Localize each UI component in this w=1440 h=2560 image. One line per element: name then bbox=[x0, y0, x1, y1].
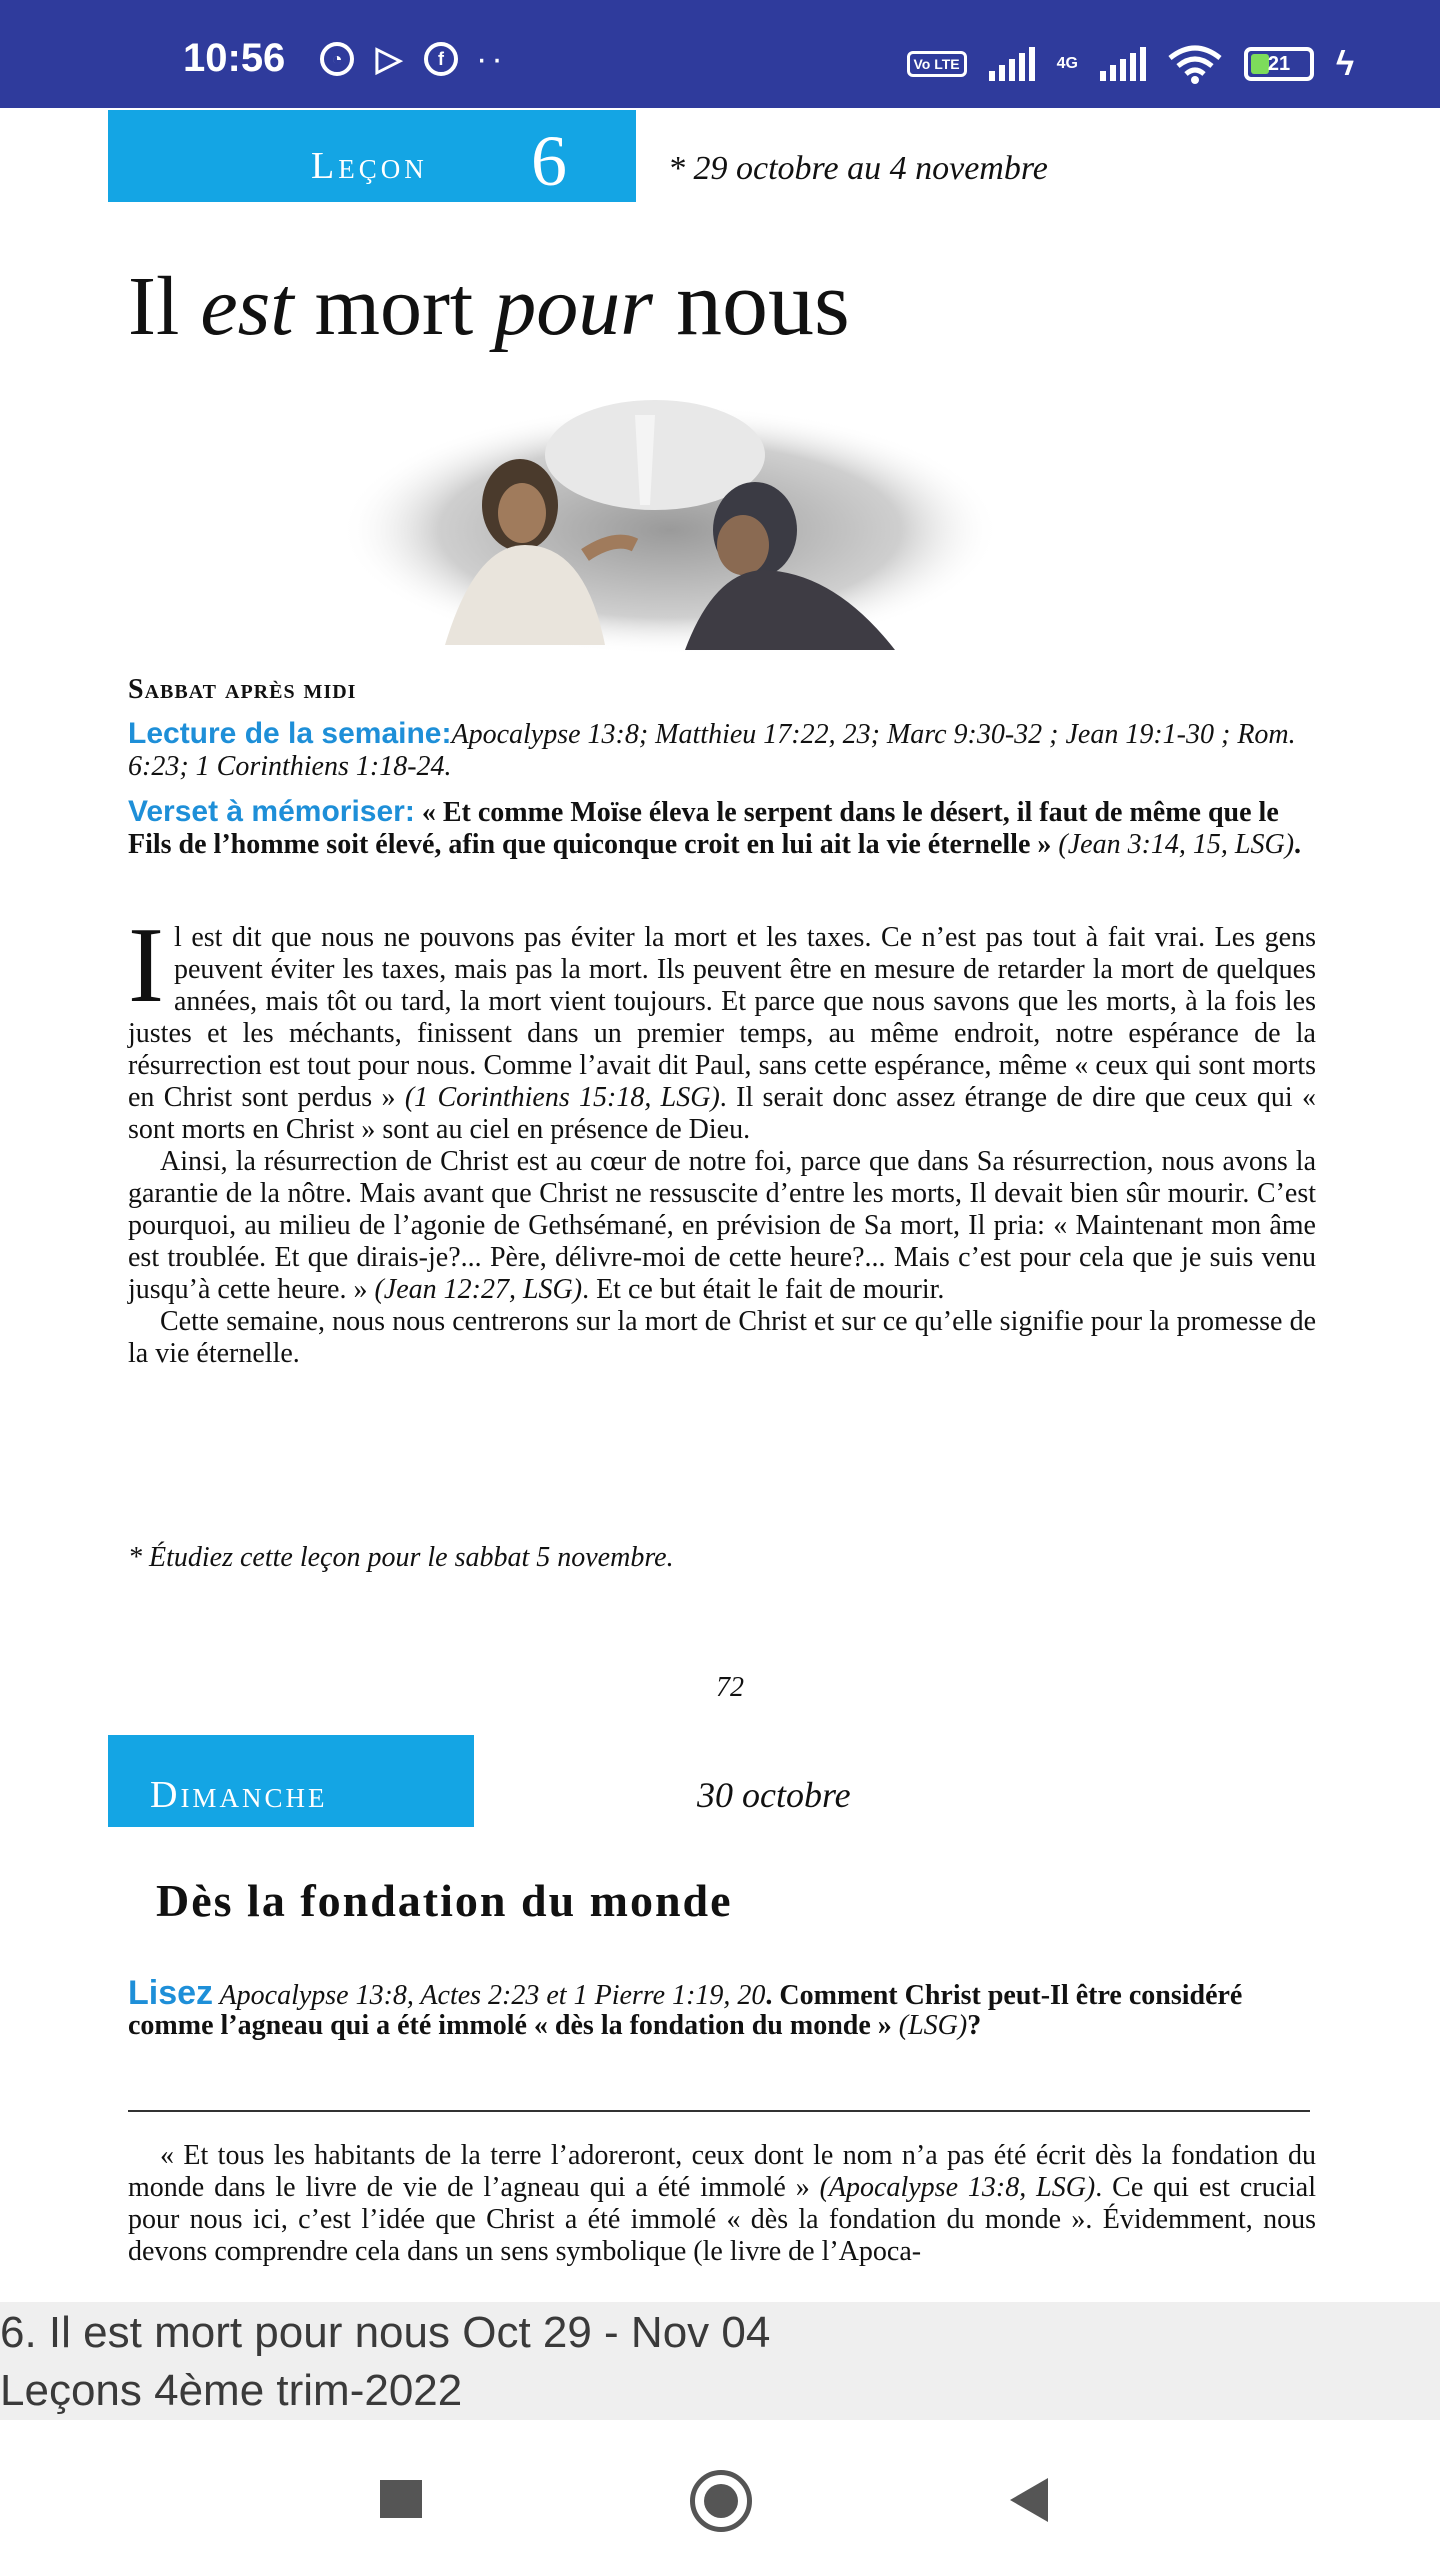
signal-icon bbox=[989, 47, 1035, 81]
lisez-ref: (LSG) bbox=[898, 2010, 968, 2041]
section-heading: Sabbat après midi bbox=[128, 674, 357, 705]
p2-ref: (Jean 12:27, LSG) bbox=[374, 1274, 583, 1305]
day-date: 30 octobre bbox=[697, 1775, 851, 1815]
intro-paragraph-3: Cette semaine, nous nous centrerons sur la mort de Christ et sur ce qu’elle signifie pour la promesse de la vie éternelle. bbox=[128, 1306, 1316, 1369]
day-title: Dès la fondation du monde bbox=[156, 1875, 733, 1926]
day-label: Dimanche bbox=[150, 1774, 328, 1816]
play-icon: ▷ bbox=[375, 40, 403, 78]
caption-subtitle: Leçons 4ème trim-2022 bbox=[0, 2366, 463, 2415]
lesson-number: 6 bbox=[531, 121, 567, 201]
memory-verse-ref: (Jean 3:14, 15, LSG) bbox=[1058, 829, 1295, 860]
day-body bbox=[128, 2140, 1316, 2300]
lisez-refs: Apocalypse 13:8, Actes 2:23 et 1 Pierre 1:19, 20 bbox=[213, 1980, 766, 2011]
intro-paragraph-1 bbox=[128, 906, 1316, 1146]
jesus-nicodemus-illustration bbox=[335, 395, 1005, 655]
memory-verse-label: Verset à mémoriser: bbox=[128, 795, 415, 828]
facebook-icon: f bbox=[424, 42, 458, 76]
title-part: mort bbox=[293, 260, 495, 353]
page-number: 72 bbox=[716, 1672, 744, 1703]
quote-ref: (Apocalypse 13:8, LSG) bbox=[819, 2172, 1096, 2203]
lesson-dates: * 29 octobre au 4 novembre bbox=[668, 150, 1048, 187]
signal-2-icon bbox=[1100, 47, 1146, 81]
lisez-question: . Comment Christ peut-Il être considéré comme l’agneau qui a été immolé « dès la fondation du monde » bbox=[128, 1980, 1243, 2041]
answer-line bbox=[128, 2110, 1310, 2112]
wifi-icon bbox=[1168, 44, 1222, 84]
more-notifications-icon: ·· bbox=[476, 40, 507, 78]
memory-verse bbox=[128, 796, 1316, 861]
quote-end: . Ce qui est crucial pour nous ici, c’est l’idée que Christ a été immolé « dès la fondation du monde ». Évidemment, nous devons comprendre cela dans un sens symbolique (le livre de l’Apoca- bbox=[128, 2172, 1316, 2267]
p2-text: Ainsi, la résurrection de Christ est au cœur de notre foi, parce que dans Sa résurrection, nous avons la garantie de la nôtre. Mais avant que Christ ne ressuscite d’entre les morts, Il devait bien sûr mourir. C’est pourquoi, au milieu de l’agonie de Gethsémané, en prévision de Sa mort, Il pria: « Maintenant mon âme est troublée. Et que dirais-je?... Père, délivre-moi de cette heure?... Mais c’est pour cela que je suis venu jusqu’à cette heure. » bbox=[128, 1146, 1316, 1305]
home-button[interactable] bbox=[690, 2470, 752, 2532]
back-button[interactable] bbox=[1010, 2478, 1048, 2522]
drop-cap: I bbox=[128, 906, 164, 1025]
memory-verse-text: « Et comme Moïse éleva le serpent dans le désert, il faut de même que le Fils de l’homme soit élevé, afin que quiconque croit en lui ait la vie éternelle » bbox=[128, 797, 1279, 860]
p1-end: . Il serait donc assez étrange de dire que ceux qui « sont morts en Christ » sont au ciel en présence de Dieu. bbox=[128, 1082, 1316, 1145]
battery-icon bbox=[1244, 47, 1314, 81]
title-part: nous bbox=[652, 252, 850, 354]
title-part: est bbox=[200, 260, 294, 353]
navigation-bar bbox=[0, 2420, 1440, 2560]
quote-text: « Et tous les habitants de la terre l’adoreront, ceux dont le nom n’a pas été écrit dès la fondation du monde dans le livre de vie de l’agneau qui a été immolé » bbox=[128, 2140, 1316, 2203]
lesson-label: Leçon bbox=[311, 145, 428, 187]
weekly-reading-refs: Apocalypse 13:8; Matthieu 17:22, 23; Marc 9:30-32 ; Jean 19:1-30 ; Rom. 6:23; 1 Corinthiens 1:18-24. bbox=[128, 719, 1296, 782]
weekly-reading bbox=[128, 718, 1316, 783]
messenger-icon: ◔ bbox=[320, 42, 354, 76]
p2-end: . Et ce but était le fait de mourir. bbox=[582, 1274, 945, 1305]
status-time: 10:56 bbox=[183, 36, 286, 80]
title-part: pour bbox=[494, 260, 653, 353]
charging-icon: ϟ bbox=[1336, 44, 1354, 83]
p1-ref: (1 Corinthiens 15:18, LSG) bbox=[404, 1082, 720, 1113]
document-caption bbox=[0, 2302, 1440, 2420]
lisez-end: ? bbox=[967, 2010, 982, 2041]
intro-body bbox=[128, 906, 1316, 1370]
day-banner bbox=[108, 1735, 474, 1827]
battery-level: 21 bbox=[1267, 52, 1291, 75]
weekly-reading-label: Lecture de la semaine: bbox=[128, 717, 452, 750]
network-type-label: 4G bbox=[1056, 55, 1078, 72]
reading-question bbox=[128, 1974, 1316, 2041]
memory-verse-end: . bbox=[1294, 829, 1302, 860]
caption-title: 6. Il est mort pour nous Oct 29 - Nov 04 bbox=[0, 2308, 771, 2357]
notification-icons bbox=[320, 42, 507, 76]
study-note: * Étudiez cette leçon pour le sabbat 5 novembre. bbox=[128, 1542, 674, 1573]
day-paragraph bbox=[128, 2140, 1316, 2268]
status-bar bbox=[0, 0, 1440, 108]
lesson-banner bbox=[108, 110, 636, 202]
lisez-label: Lisez bbox=[128, 1974, 214, 2012]
recent-apps-button[interactable] bbox=[380, 2480, 422, 2518]
system-icons bbox=[907, 44, 1355, 84]
volte-icon: Vo LTE bbox=[907, 51, 967, 77]
intro-paragraph-2 bbox=[128, 1146, 1316, 1306]
page-title bbox=[128, 250, 850, 356]
p1-text: l est dit que nous ne pouvons pas éviter la mort et les taxes. Ce n’est pas tout à fait vrai. Les gens peuvent éviter les taxes, mais pas la mort. Ils peuvent être en mesure de retarder la mort de quelques années, mais tôt ou tard, la mort vient toujours. Et parce que nous savons que les morts, à la fois les justes et les méchants, finissent dans un premier temps, au même endroit, notre espérance de la résurrection est tout pour nous. Comme l’avait dit Paul, sans cette espérance, même « ceux qui sont morts en Christ sont perdus » bbox=[128, 922, 1316, 1113]
title-part: Il bbox=[128, 260, 201, 353]
